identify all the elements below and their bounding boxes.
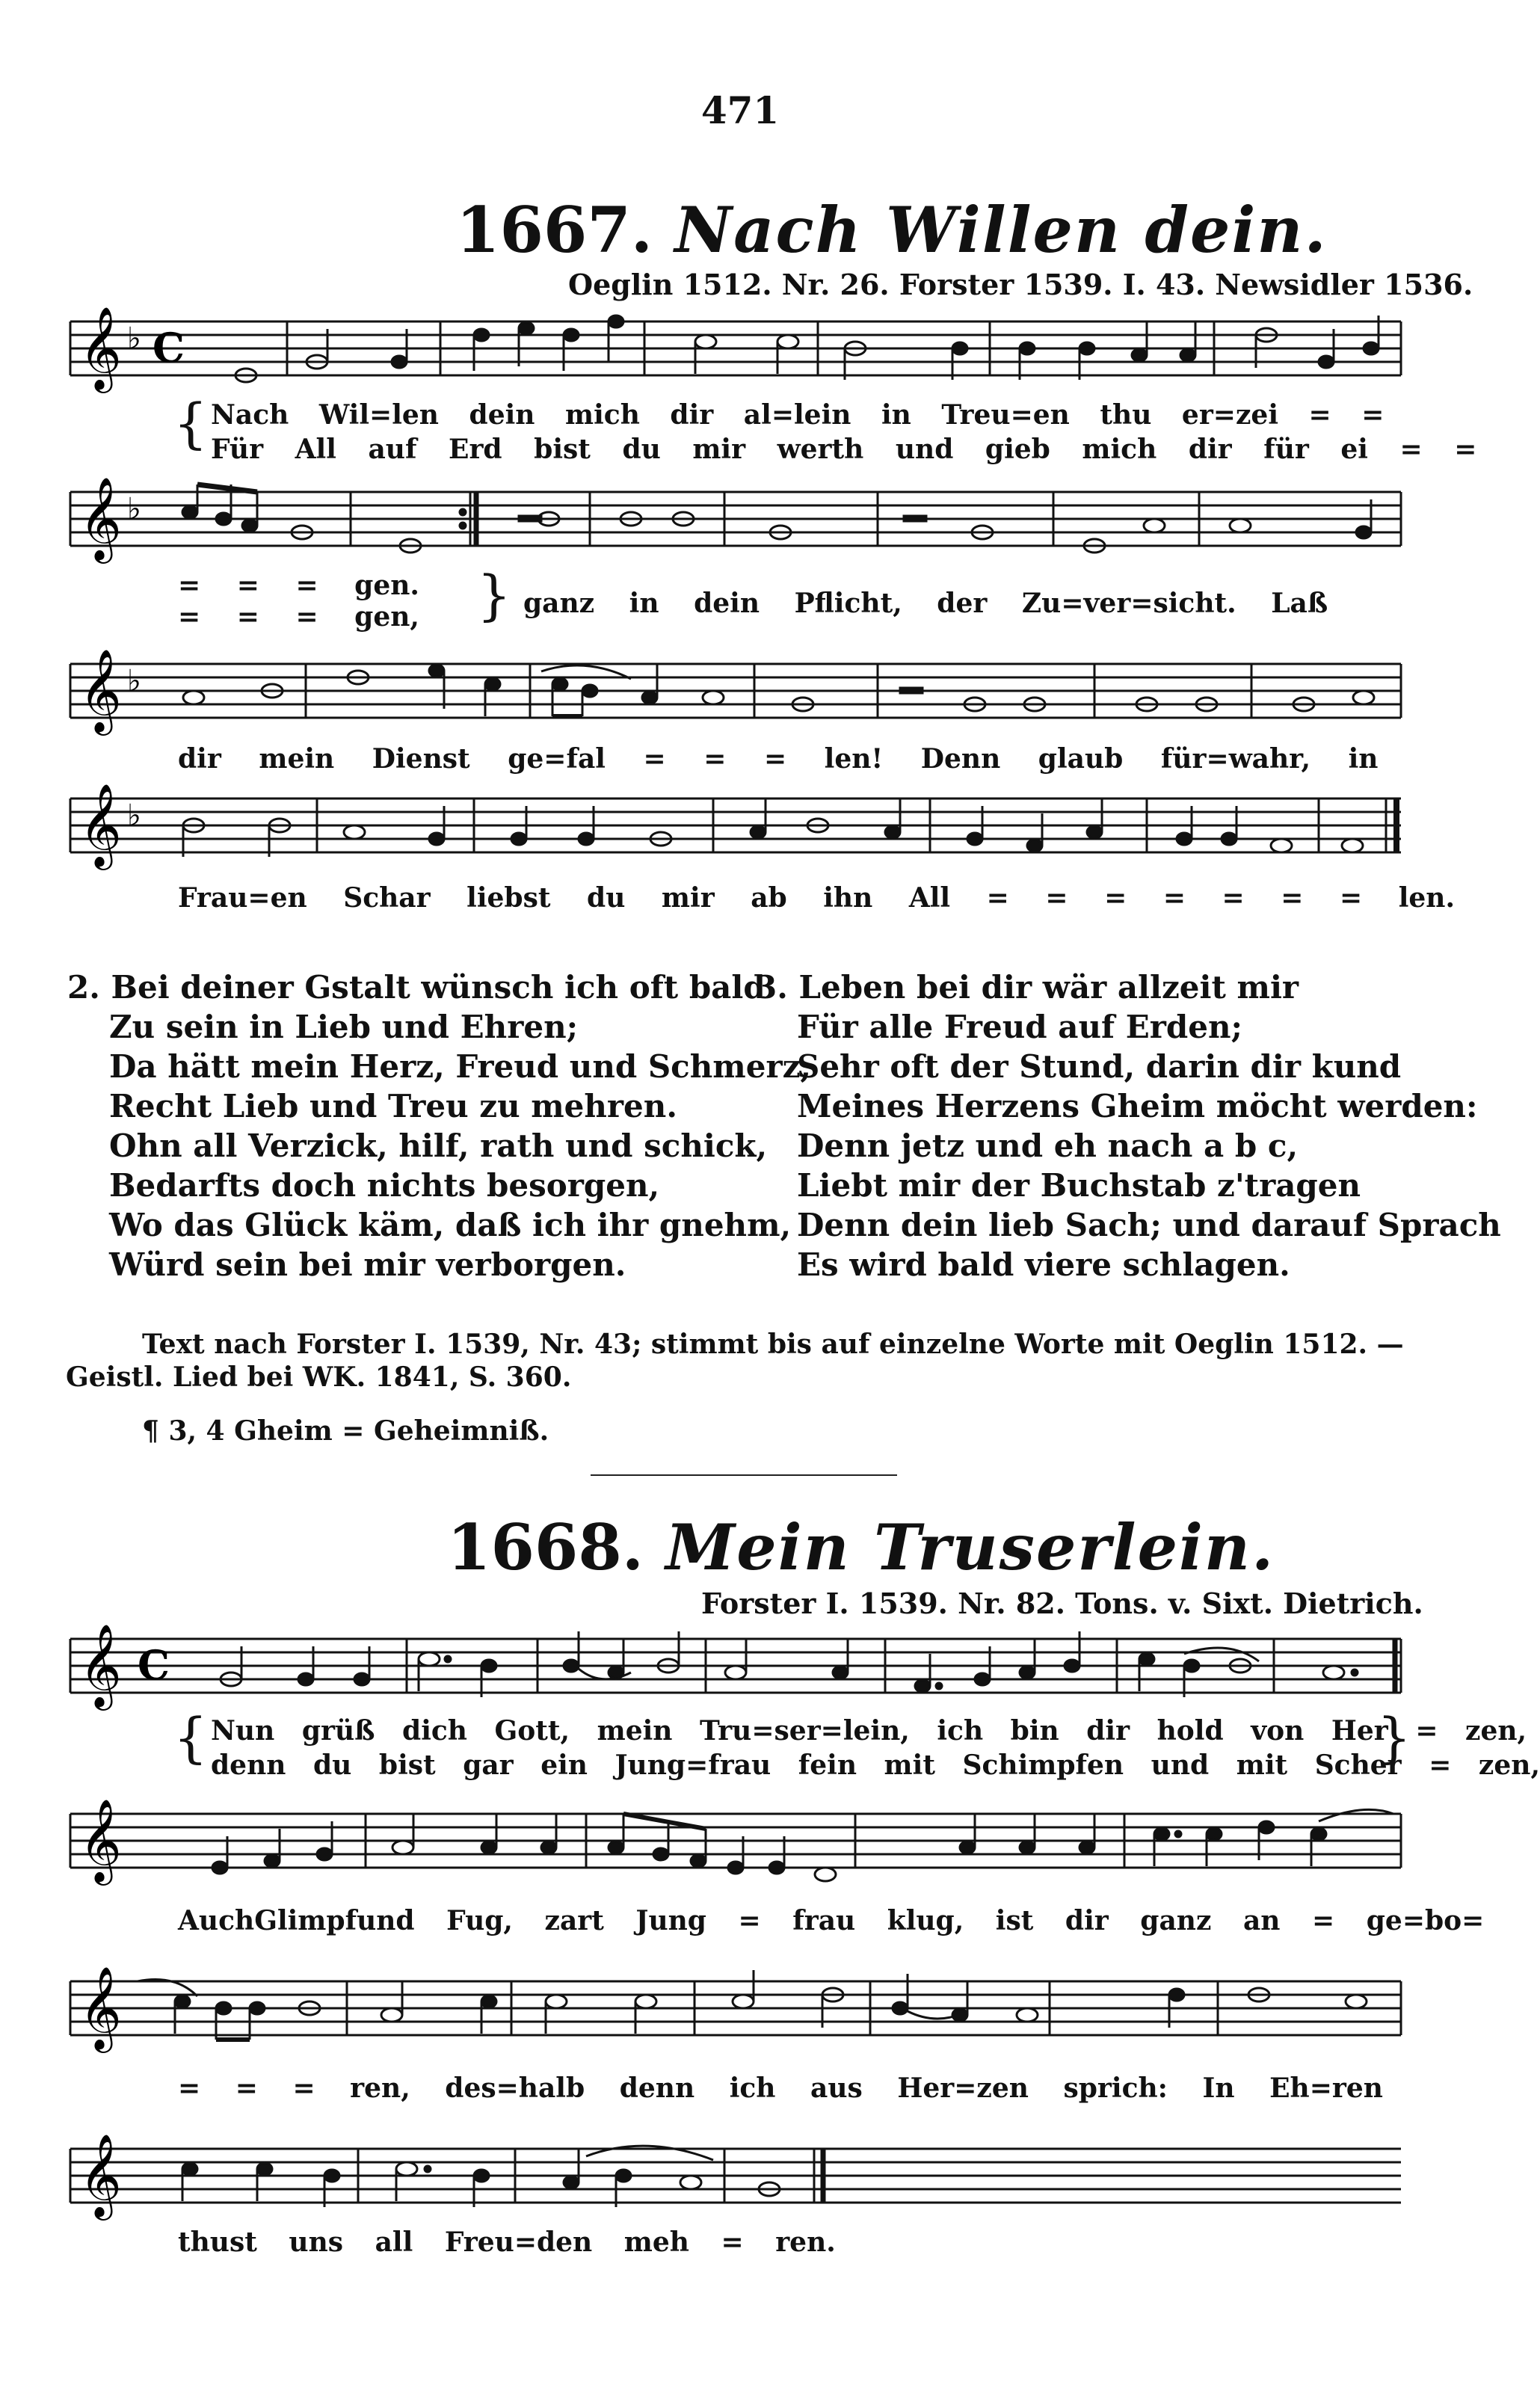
lyric-line-10: thust uns all Freu=den meh = ren.	[178, 2227, 836, 2258]
page-number: 471	[700, 88, 780, 132]
svg-text:♭: ♭	[127, 492, 141, 526]
lyric-line-6: Nun grüß dich Gott, mein Tru=ser=lein, ich bin dir hold von Her = zen,	[211, 1715, 1527, 1747]
lyric-line-4: dir mein Dienst ge=fal = = = len! Denn glaub für=wahr, in	[178, 743, 1379, 775]
editorial-note-3: ¶ 3, 4 Gheim = Geheimniß.	[142, 1415, 549, 1447]
song-title-1668	[447, 1510, 1275, 1584]
song-name: Nach Willen dein.	[674, 193, 1328, 267]
music-staff-6	[63, 1791, 1408, 1889]
song-source: Forster I. 1539. Nr. 82. Tons. v. Sixt. Dietrich.	[701, 1587, 1423, 1620]
song-source: Oeglin 1512. Nr. 26. Forster 1539. I. 43. Newsidler 1536.	[568, 268, 1473, 301]
svg-text:♭: ♭	[127, 321, 141, 356]
song-name: Mein Truserlein.	[665, 1510, 1275, 1584]
editorial-note-2: Geistl. Lied bei WK. 1841, S. 360.	[66, 1361, 572, 1393]
song-number: 1667.	[456, 193, 653, 267]
svg-text:C: C	[138, 1641, 170, 1689]
lyric-line-5: Frau=en Schar liebst du mir ab ihn All = = = = = = = len.	[178, 882, 1455, 914]
editorial-note-1: Text nach Forster I. 1539, Nr. 43; stimmt bis auf einzelne Worte mit Oeglin 1512. —	[142, 1329, 1404, 1360]
music-staff-5	[63, 1616, 1408, 1714]
lyric-line-9: = = = ren, des=halb denn ich aus Her=zen sprich: In Eh=ren	[178, 2073, 1383, 2104]
verse-2: 2. Bei deiner Gstalt wünsch ich oft bald Zu sein in Lieb und Ehren; Da hätt mein Herz, Freud und Schmerz, Recht Lieb und Treu zu mehren. Ohn all Verzick, hilf, rath und schick, Bedarfts doch nichts besorgen, Wo das Glück käm, daß ich ihr gnehm, Würd sein bei mir verborgen.	[67, 969, 812, 1283]
treble-clef-icon: 𝄞	[79, 1623, 122, 1707]
treble-clef-icon: 𝄞	[79, 1966, 122, 2049]
lyric-line-3b: = = = gen,	[178, 601, 419, 633]
treble-clef-icon: 𝄞	[79, 2133, 122, 2217]
music-staff-2	[63, 470, 1408, 567]
treble-clef-icon: 𝄞	[79, 783, 122, 867]
verse-3: 3. Leben bei dir wär allzeit mir Für alle Freud auf Erden; Sehr oft der Stund, darin dir kund Meines Herzens Gheim möcht werden: Denn jetz und eh nach a b c, Liebt mir der Buchstab z'tragen Denn dein lieb Sach; und darauf Sprach Es wird bald viere schlagen.	[755, 969, 1501, 1283]
brace-icon: }	[477, 564, 511, 627]
treble-clef-icon: 𝄞	[79, 476, 122, 560]
music-staff-7	[63, 1959, 1408, 2056]
treble-clef-icon: 𝄞	[79, 306, 122, 390]
song-title-1667	[456, 193, 1328, 267]
brace-icon: {	[173, 392, 208, 455]
lyric-line-8: AuchGlimpfund Fug, zart Jung = frau klug, ist dir ganz an = ge=bo=	[178, 1905, 1485, 1936]
lyric-line-2: Für All auf Erd bist du mir werth und gieb mich dir für ei = =	[211, 434, 1477, 465]
treble-clef-icon: 𝄞	[79, 1798, 122, 1882]
treble-clef-icon: 𝄞	[79, 648, 122, 732]
svg-text:♭: ♭	[127, 664, 141, 698]
lyric-line-1: Nach Wil=len dein mich dir al=lein in Treu=en thu er=zei = =	[211, 399, 1385, 431]
lyric-line-7: denn du bist gar ein Jung=frau fein mit Schimpfen und mit Scher = zen,	[211, 1750, 1540, 1781]
lyric-line-3c: ganz in dein Pflicht, der Zu=ver=sicht. Laß	[523, 588, 1328, 619]
music-staff-8	[63, 2126, 1408, 2224]
brace-icon: }	[1377, 1706, 1411, 1769]
music-staff-3	[63, 641, 1408, 739]
svg-text:C: C	[153, 324, 185, 372]
music-staff-4	[63, 776, 1408, 873]
music-staff-1	[63, 299, 1408, 396]
svg-text:♭: ♭	[127, 799, 141, 833]
song-number: 1668.	[447, 1510, 644, 1584]
brace-icon: {	[173, 1706, 208, 1769]
lyric-line-3a: = = = gen.	[178, 570, 419, 601]
divider	[591, 1474, 897, 1476]
